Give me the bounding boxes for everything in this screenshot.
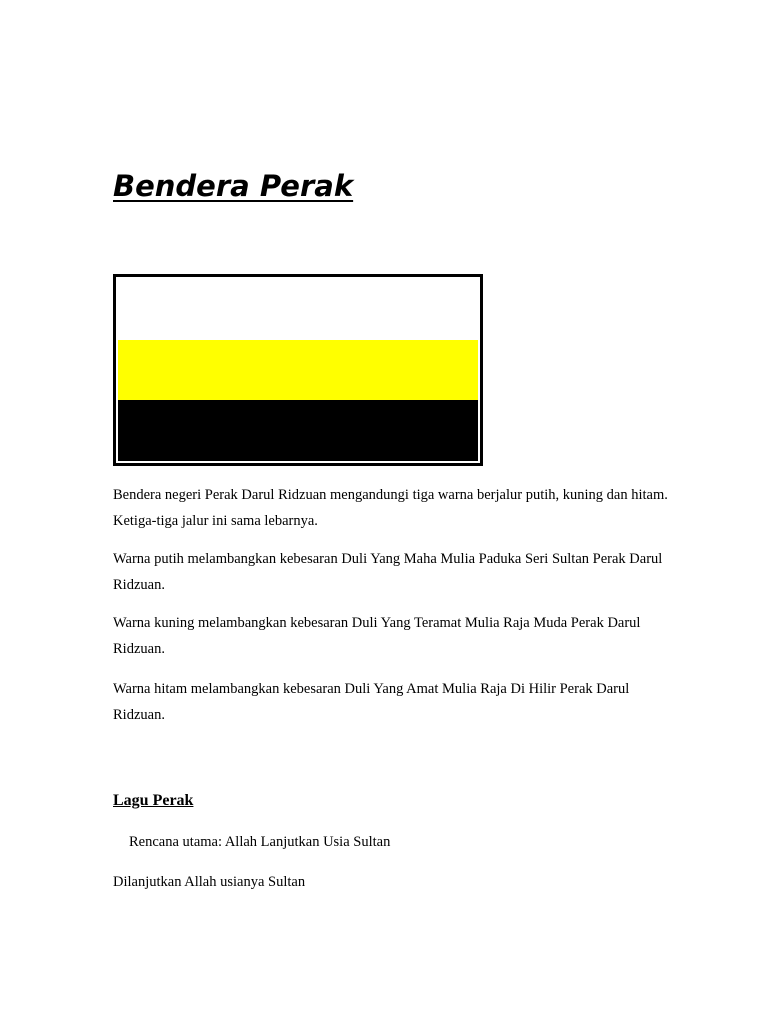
anthem-first-line: Dilanjutkan Allah usianya Sultan — [113, 874, 306, 890]
flag-stripe-yellow — [118, 340, 478, 401]
perak-flag — [118, 279, 478, 461]
flag-stripe-black — [118, 400, 478, 461]
section-heading-lagu-perak: Lagu Perak — [113, 792, 194, 809]
flag-stripe-white — [118, 279, 478, 340]
paragraph-flag-description: Bendera negeri Perak Darul Ridzuan mengandungi tiga warna berjalur putih, kuning dan hitam. Ketiga-tiga jalur ini sama lebarnya. — [113, 487, 668, 529]
page-title: Bendera Perak — [113, 169, 354, 203]
paragraph-black-meaning: Warna hitam melambangkan kebesaran Duli Yang Amat Mulia Raja Di Hilir Perak Darul Ridzuan. — [113, 681, 630, 723]
paragraph-white-meaning: Warna putih melambangkan kebesaran Duli Yang Maha Mulia Paduka Seri Sultan Perak Darul Ridzuan. — [113, 551, 663, 593]
paragraph-yellow-meaning: Warna kuning melambangkan kebesaran Duli Yang Teramat Mulia Raja Muda Perak Darul Ridzuan. — [113, 615, 641, 657]
main-article-note: Rencana utama: Allah Lanjutkan Usia Sultan — [129, 834, 391, 850]
perak-flag-image — [113, 274, 483, 466]
